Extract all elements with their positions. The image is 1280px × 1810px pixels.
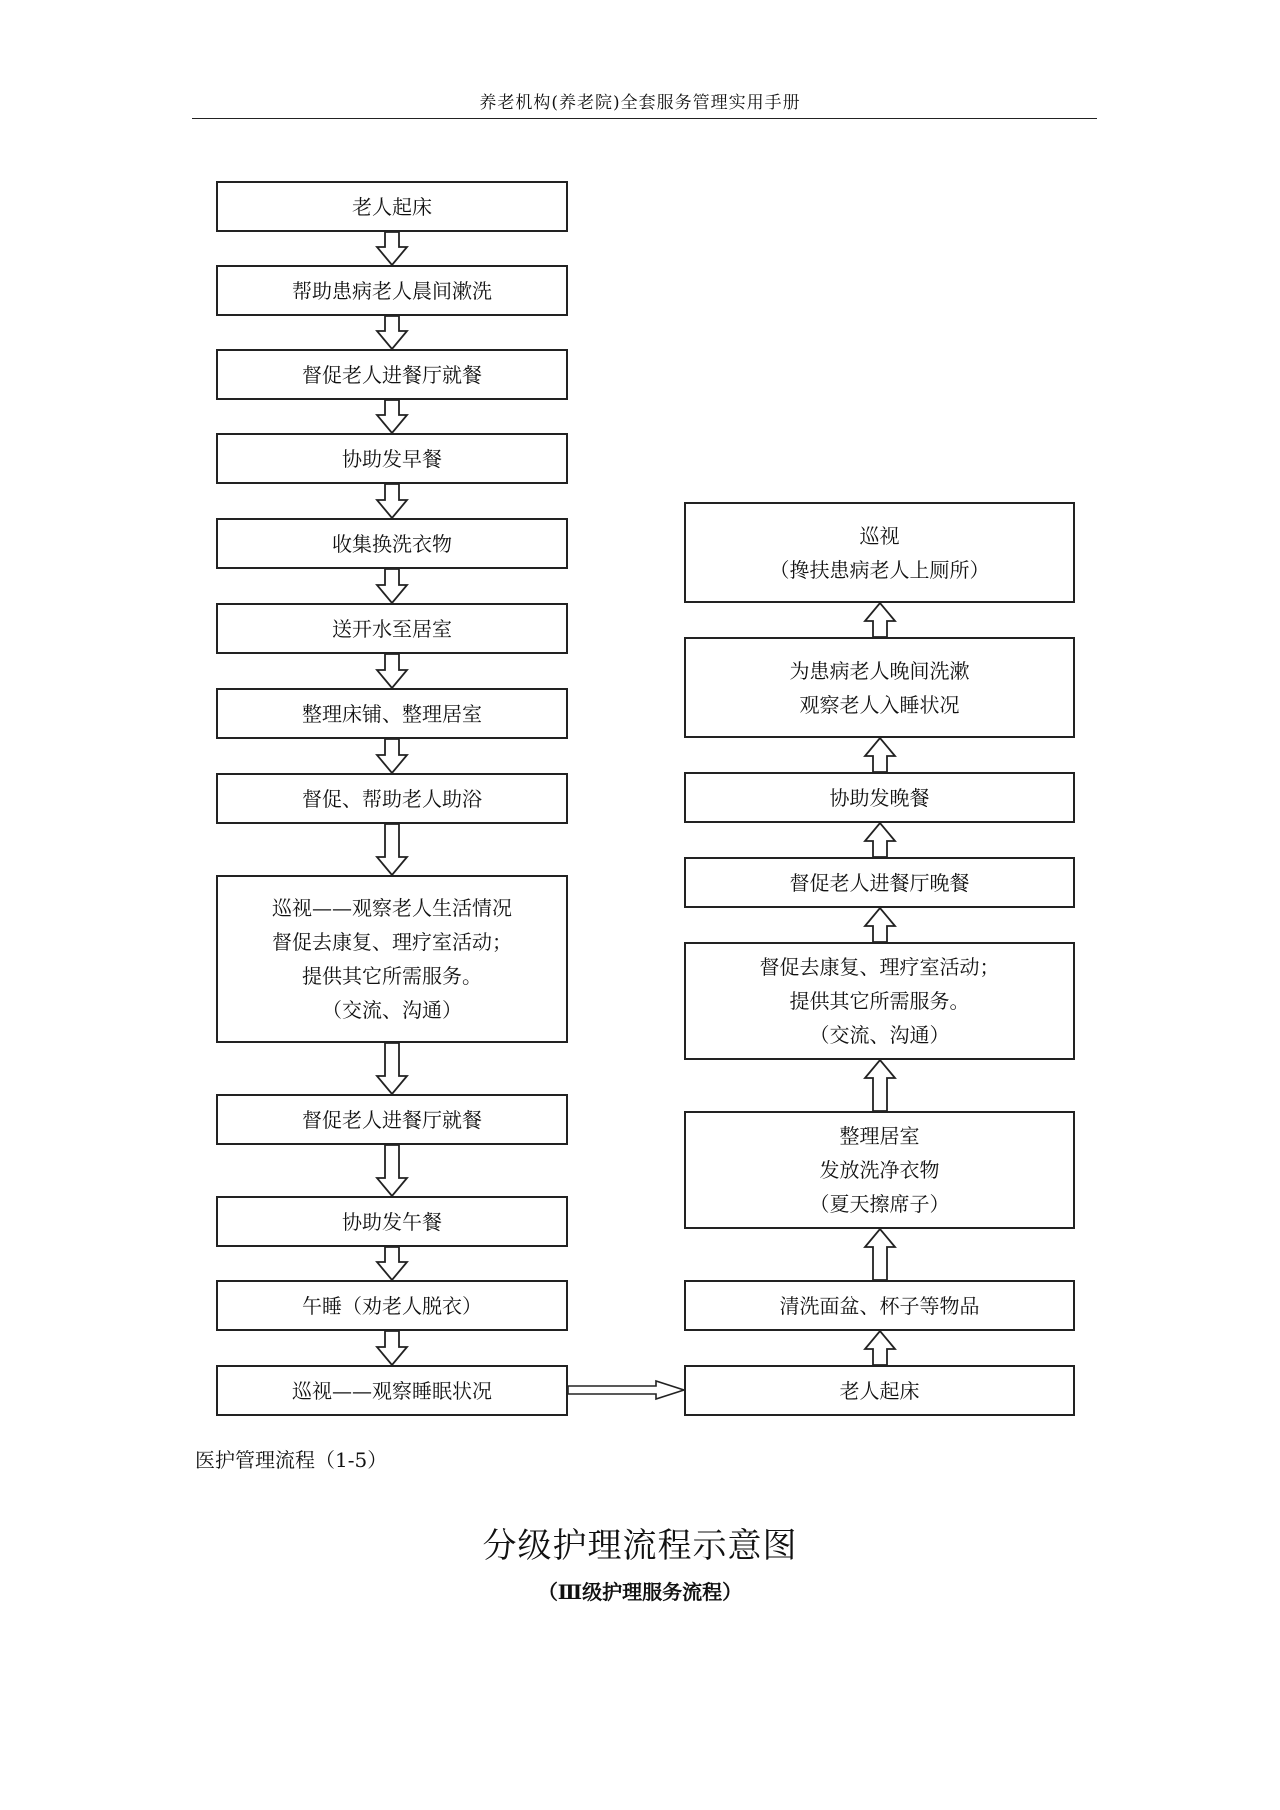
right-step-text: 为患病老人晚间洗漱 [789,658,970,683]
left-step-text: 帮助患病老人晨间漱洗 [292,278,492,303]
left-step-box [216,688,568,739]
left-step-text: 午睡（劝老人脱衣） [302,1293,482,1318]
right-step-box [684,1111,1075,1229]
right-step-text: 清洗面盆、杯子等物品 [779,1293,980,1318]
up-arrow-icon [865,1229,895,1280]
right-step-text: 巡视 [859,523,900,548]
left-step-box [216,433,568,484]
right-step-text: 整理居室 [839,1124,920,1148]
left-step-box [216,265,568,316]
down-arrow-icon [377,484,407,518]
left-step-text: 送开水至居室 [332,616,452,641]
down-arrow-icon [377,824,407,875]
left-step-box [216,1280,568,1331]
left-step-text: 督促、帮助老人助浴 [302,786,482,811]
right-step-box [684,942,1075,1060]
up-arrow-icon [865,738,895,772]
down-arrow-icon [377,1331,407,1365]
left-step-box [216,181,568,232]
up-arrow-icon [865,603,895,637]
right-step-text: （交流、沟通） [809,1023,950,1047]
right-step-text: （搀扶患病老人上厕所） [769,557,990,582]
right-step-box [684,637,1075,738]
up-arrow-icon [865,1331,895,1365]
section-title: 分级护理流程示意图 [482,1526,798,1566]
left-step-box [216,875,568,1043]
down-arrow-icon [377,569,407,603]
right-step-box [684,1280,1075,1331]
right-step-box [684,1365,1075,1416]
left-step-text: （交流、沟通） [322,998,462,1022]
left-step-text: 协助发午餐 [342,1209,442,1234]
left-step-text: 督促老人进餐厅就餐 [302,1107,482,1132]
up-arrow-icon [865,823,895,857]
right-step-text: 协助发晚餐 [829,785,930,810]
left-step-box [216,1094,568,1145]
down-arrow-icon [377,400,407,433]
down-arrow-icon [377,1247,407,1280]
left-step-box [216,603,568,654]
left-step-box [216,1196,568,1247]
left-step-text: 收集换洗衣物 [332,531,452,556]
down-arrow-icon [377,232,407,265]
down-arrow-icon [377,1043,407,1094]
down-arrow-icon [377,316,407,349]
right-step-text: 督促老人进餐厅晚餐 [789,870,970,895]
right-step-text: （夏天擦席子） [809,1192,950,1216]
down-arrow-icon [377,654,407,688]
up-arrow-icon [865,908,895,942]
left-step-text: 巡视——观察老人生活情况 [272,896,512,920]
right-step-text: 提供其它所需服务。 [789,989,970,1013]
down-arrow-icon [377,739,407,773]
left-step-box [216,518,568,569]
right-arrow-icon [568,1381,684,1399]
section-subtitle: （Ⅲ级护理服务流程） [537,1580,743,1604]
right-step-box [684,772,1075,823]
left-step-box [216,349,568,400]
left-step-text: 整理床铺、整理居室 [302,701,482,726]
right-step-text: 观察老人入睡状况 [799,692,960,717]
figure-caption: 医护管理流程（1-5） [195,1448,388,1472]
right-step-box [684,857,1075,908]
left-step-box [216,773,568,824]
page-header: 养老机构(养老院)全套服务管理实用手册 [479,93,801,113]
down-arrow-icon [377,1145,407,1196]
right-step-box [684,502,1075,603]
up-arrow-icon [865,1060,895,1111]
right-step-text: 督促去康复、理疗室活动； [759,955,1000,979]
left-step-text: 提供其它所需服务。 [302,964,482,988]
left-step-text: 巡视——观察睡眠状况 [292,1378,492,1403]
left-step-box [216,1365,568,1416]
right-step-text: 老人起床 [839,1378,920,1403]
left-step-text: 协助发早餐 [342,446,442,471]
left-step-text: 督促老人进餐厅就餐 [302,362,482,387]
left-step-text: 督促去康复、理疗室活动； [272,930,512,954]
right-step-text: 发放洗净衣物 [819,1158,940,1182]
left-step-text: 老人起床 [352,194,432,219]
